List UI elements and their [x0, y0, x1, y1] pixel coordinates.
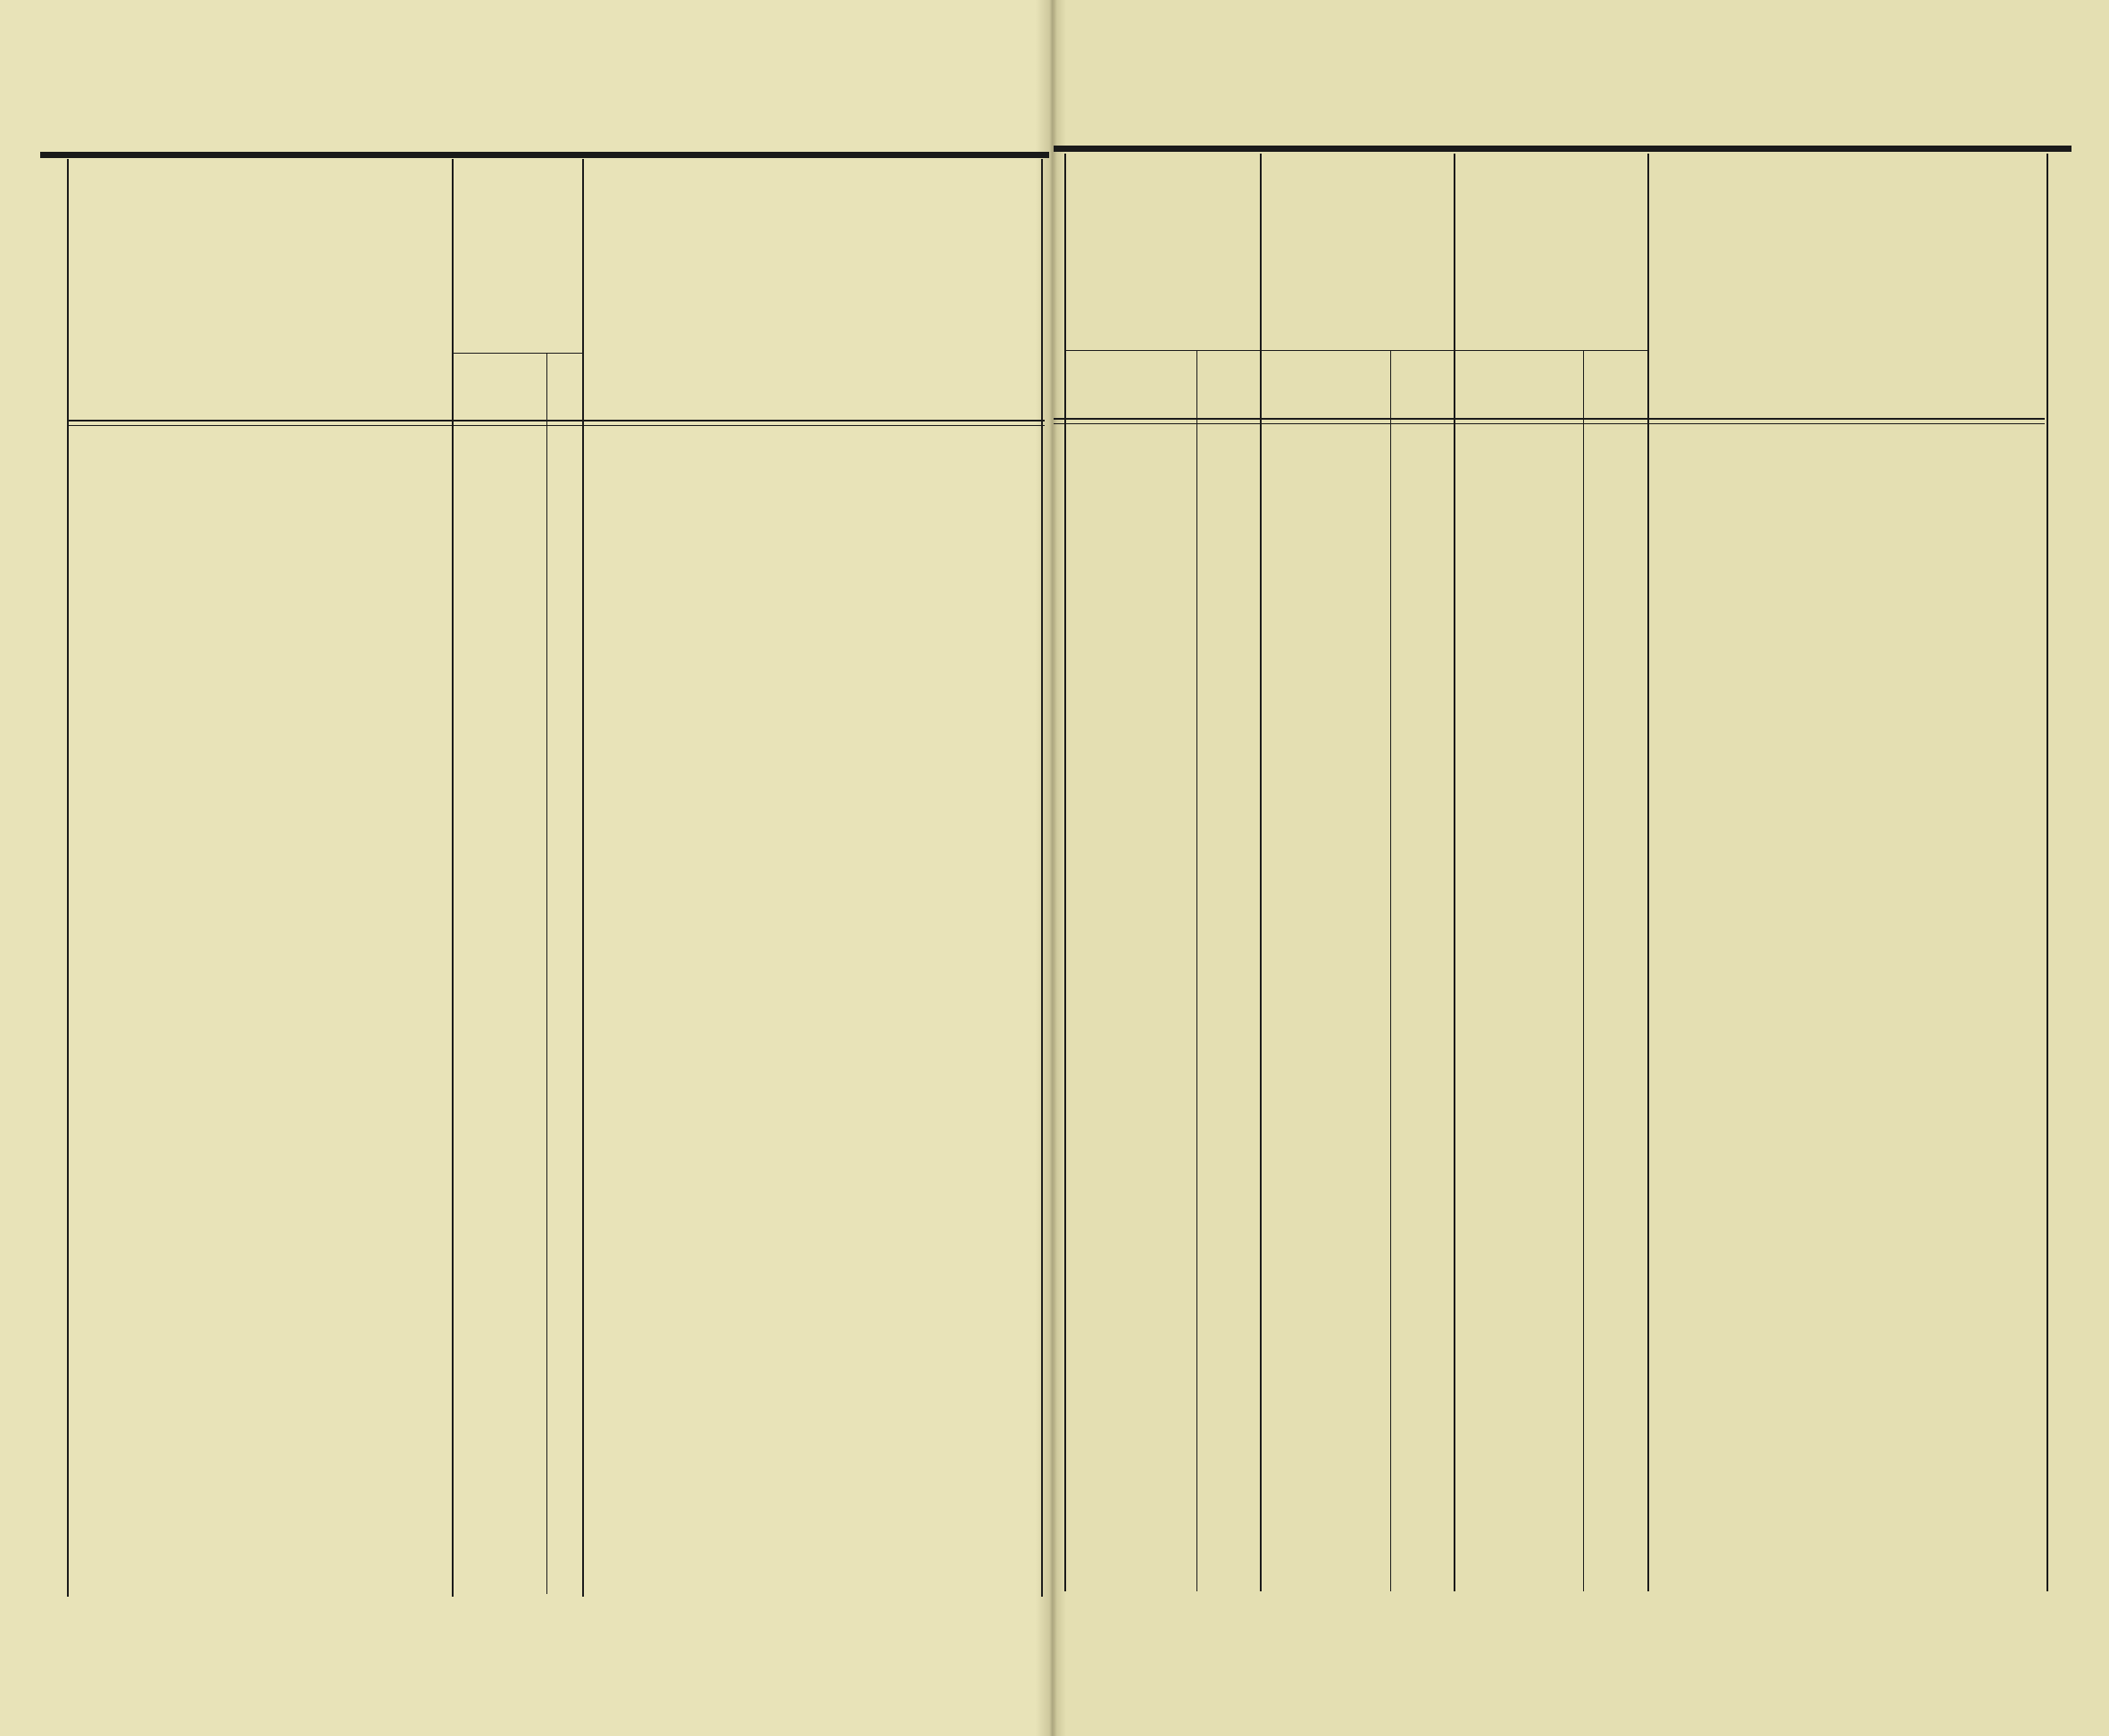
left-header-rule	[67, 420, 1045, 421]
right-vrule-1	[1260, 154, 1262, 1591]
right-page	[1054, 0, 2109, 1736]
right-vrule-3	[1647, 154, 1649, 1591]
right-vrule-k1	[1196, 350, 1197, 1591]
left-vrule-4	[1041, 159, 1043, 1597]
left-vrule-1	[452, 159, 454, 1597]
right-subhdr-rule	[1065, 350, 1648, 351]
left-page	[0, 0, 1054, 1736]
left-vrule-3	[582, 159, 584, 1597]
right-vrule-k3	[1583, 350, 1584, 1591]
left-top-rule	[40, 152, 1049, 158]
left-subhdr-rule	[452, 353, 582, 354]
left-vrule-outer	[67, 159, 69, 1597]
right-vrule-2	[1454, 154, 1455, 1591]
right-header-rule-2	[1054, 423, 2045, 424]
right-header-rule	[1054, 418, 2045, 420]
left-vrule-2	[546, 353, 547, 1594]
right-vrule-4	[2046, 154, 2048, 1591]
left-header-rule-2	[67, 425, 1045, 426]
right-top-rule	[1054, 146, 2071, 152]
right-vrule-0	[1064, 154, 1066, 1591]
right-vrule-k2	[1390, 350, 1391, 1591]
